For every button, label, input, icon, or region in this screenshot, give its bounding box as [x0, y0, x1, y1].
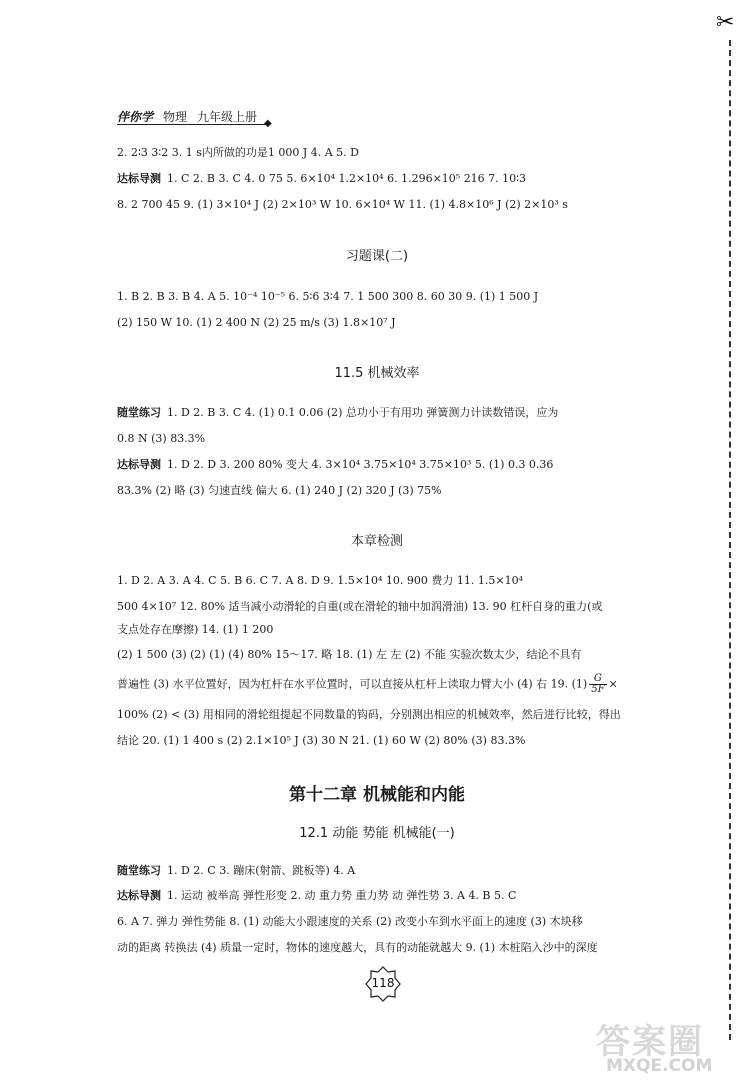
answer-text: 1. D 2. B 3. C 4. (1) 0.1 0.06 (2) 总功小于有用功 弹簧测力计读数错误，应为 — [167, 406, 559, 419]
answer-line: (2) 150 W 10. (1) 2 400 N (2) 25 m/s (3) 1.8×10⁷ J — [117, 316, 396, 329]
section-tag: 达标导测 — [117, 172, 161, 185]
section-heading: 本章检测 — [350, 534, 403, 549]
answer-line — [117, 889, 637, 903]
watermark-url: MXQE.COM — [606, 1056, 713, 1076]
watermark — [596, 1014, 736, 1076]
answer-line: 动的距离 转换法 (4) 质量一定时，物体的速度越大，具有的动能就越大 9. (1) 木桩陷入沙中的深度 — [117, 941, 598, 954]
scissors-icon: ✂ — [716, 10, 735, 35]
answer-line — [117, 406, 637, 420]
answer-line — [117, 674, 637, 695]
fraction-denominator: 5F — [591, 684, 605, 695]
section-tag: 达标导测 — [117, 458, 161, 471]
answer-text: 1. C 2. B 3. C 4. 0 75 5. 6×10⁴ 1.2×10⁴ 6. 1.296×10⁵ 216 7. 10∶3 — [167, 172, 527, 185]
answer-line: 支点处存在摩擦) 14. (1) 1 200 — [117, 623, 274, 636]
answer-line — [117, 458, 637, 472]
answer-line: 83.3% (2) 略 (3) 匀速直线 偏大 6. (1) 240 J (2) 320 J (3) 75% — [117, 484, 442, 497]
answer-text: × — [608, 677, 618, 691]
cut-line — [729, 40, 731, 1040]
answer-line: 1. D 2. A 3. A 4. C 5. B 6. C 7. A 8. D 9. 1.5×10⁴ 10. 900 费力 11. 1.5×10⁴ — [117, 574, 523, 587]
section-tag: 达标导测 — [117, 889, 161, 902]
page-header — [117, 108, 277, 125]
header-rule — [117, 124, 267, 125]
answer-text: 1. D 2. D 3. 200 80% 变大 4. 3×10⁴ 3.75×10⁴ 3.75×10³ 5. (1) 0.3 0.36 — [167, 458, 554, 471]
header-grade: 九年级上册 — [197, 110, 258, 124]
page-number: 118 — [371, 976, 395, 990]
answer-text: 普遍性 (3) 水平位置好，因为杠杆在水平位置时，可以直接从杠杆上读取力臂大小 (4) 右 19. (1) — [117, 677, 588, 691]
diamond-icon: ◆ — [264, 118, 272, 129]
answer-line: 500 4×10⁷ 12. 80% 适当减小动滑轮的自重(或在滑轮的轴中加润滑油) 13. 90 杠杆自身的重力(或 — [117, 600, 603, 613]
answer-line: 0.8 N (3) 83.3% — [117, 432, 206, 445]
answer-line — [117, 864, 637, 878]
answer-text: 1. D 2. C 3. 蹦床(射箭、跳板等) 4. A — [167, 864, 356, 877]
answer-line: (2) 1 500 (3) (2) (1) (4) 80% 15～17. 略 18. (1) 左 左 (2) 不能 实验次数太少，结论不具有 — [117, 648, 582, 661]
answer-line: 8. 2 700 45 9. (1) 3×10⁴ J (2) 2×10³ W 10. 6×10⁴ W 11. (1) 4.8×10⁶ J (2) 2×10³ s — [117, 198, 568, 211]
answer-text: 1. 运动 被举高 弹性形变 2. 动 重力势 重力势 动 弹性势 3. A 4. B 5. C — [167, 889, 517, 902]
answer-line: 结论 20. (1) 1 400 s (2) 2.1×10⁵ J (3) 30 N 21. (1) 60 W (2) 80% (3) 83.3% — [117, 734, 526, 747]
answer-line: 2. 2∶3 3∶2 3. 1 s内所做的功是1 000 J 4. A 5. D — [117, 146, 359, 159]
header-subject: 物理 — [163, 110, 188, 124]
section-tag: 随堂练习 — [117, 406, 161, 419]
header-brand: 伴你学 — [117, 110, 154, 124]
answer-line — [117, 172, 637, 186]
section-heading: 12.1 动能 势能 机械能(一) — [299, 826, 455, 841]
fraction — [589, 674, 606, 695]
chapter-title: 第十二章 机械能和内能 — [289, 785, 465, 805]
section-heading: 习题课(二) — [345, 249, 409, 264]
answer-line: 100% (2) < (3) 用相同的滑轮组提起不同数量的钩码，分别测出相应的机械效率，然后进行比较，得出 — [117, 708, 621, 721]
watermark-logo-text: 答案圈 — [596, 1022, 704, 1062]
answer-line: 6. A 7. 弹力 弹性势能 8. (1) 动能大小跟速度的关系 (2) 改变小车到水平面上的速度 (3) 木块移 — [117, 915, 583, 928]
answer-line: 1. B 2. B 3. B 4. A 5. 10⁻⁴ 10⁻⁵ 6. 5∶6 3∶4 7. 1 500 300 8. 60 30 9. (1) 1 500 J — [117, 290, 539, 303]
section-heading: 11.5 机械效率 — [334, 366, 420, 381]
fraction-numerator: G — [589, 674, 606, 685]
page-number-badge — [365, 966, 401, 1002]
section-tag: 随堂练习 — [117, 864, 161, 877]
